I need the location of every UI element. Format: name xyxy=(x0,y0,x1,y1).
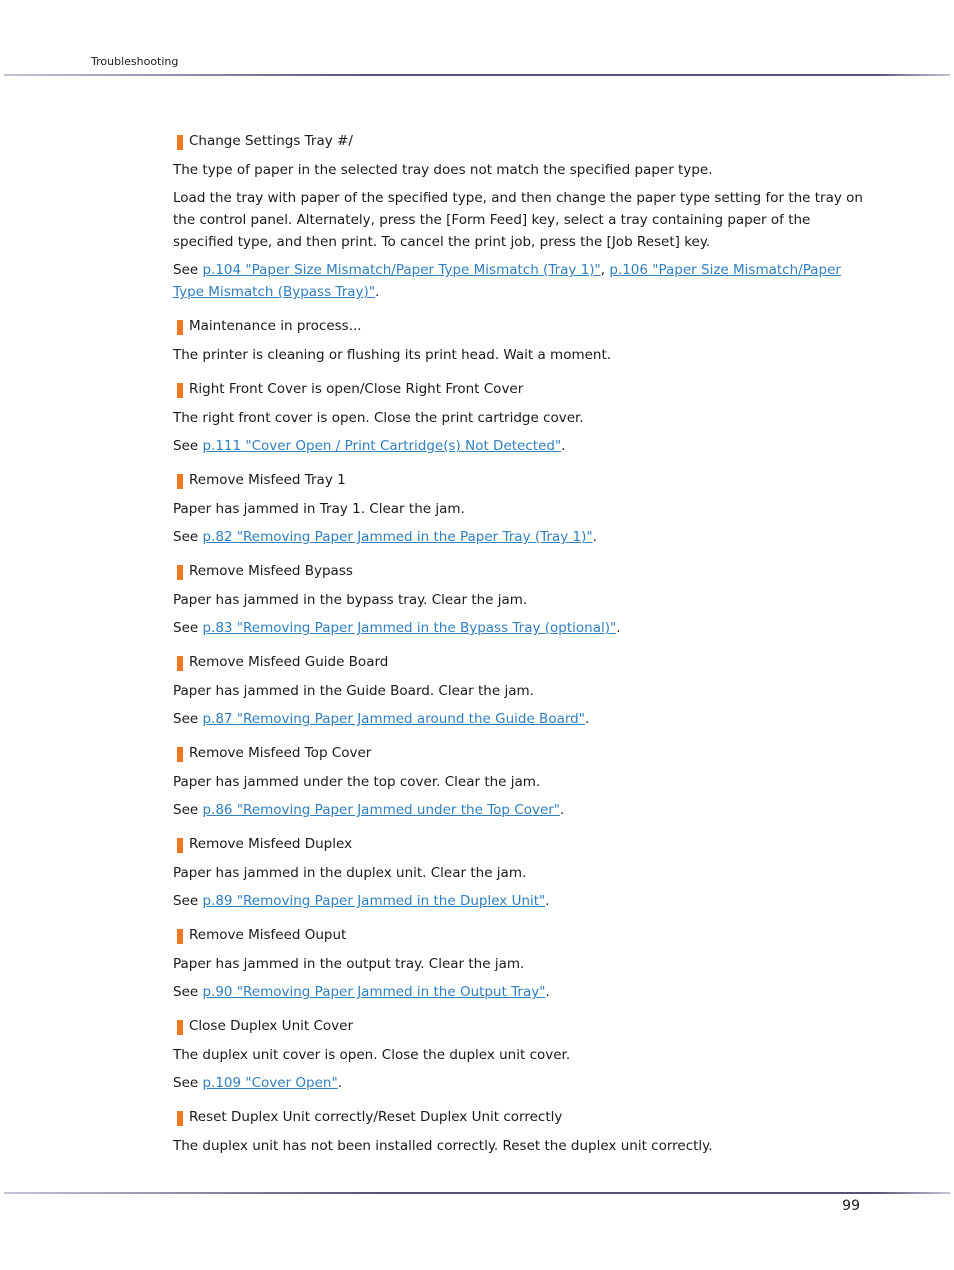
footer-rule xyxy=(4,1192,950,1194)
see-reference: See p.86 "Removing Paper Jammed under the Top Cover". xyxy=(173,802,565,818)
running-header: Troubleshooting xyxy=(91,55,179,68)
bullet-marker-icon xyxy=(177,747,183,762)
reference-link[interactable]: p.87 "Removing Paper Jammed around the Guide Board" xyxy=(202,711,585,727)
message-action: Load the tray with paper of the specified type, and then change the paper type setting for the tray on the control panel. Alternately, press the [Form Feed] key, select a tray containing paper of the specified type, and then print. To cancel the print job, press the [Job Reset] key. xyxy=(173,190,863,250)
message-title: Maintenance in process... xyxy=(189,318,362,334)
header-rule xyxy=(4,74,950,76)
message-title: Remove Misfeed Guide Board xyxy=(189,654,389,670)
bullet-marker-icon xyxy=(177,565,183,580)
message-description: The duplex unit has not been installed correctly. Reset the duplex unit correctly. xyxy=(173,1138,713,1154)
see-reference: See p.87 "Removing Paper Jammed around the Guide Board". xyxy=(173,711,590,727)
message-title: Remove Misfeed Duplex xyxy=(189,836,353,852)
message-title: Remove Misfeed Tray 1 xyxy=(189,472,346,488)
message-item xyxy=(173,835,863,912)
message-item xyxy=(173,471,863,548)
reference-link[interactable]: p.106 "Paper Size Mismatch/Paper Type Mismatch (Bypass Tray)" xyxy=(173,262,841,300)
message-description: Paper has jammed in the bypass tray. Clear the jam. xyxy=(173,592,528,608)
message-item xyxy=(173,1108,863,1157)
message-item xyxy=(173,380,863,457)
reference-link[interactable]: p.90 "Removing Paper Jammed in the Output Tray" xyxy=(202,984,546,1000)
message-description: The right front cover is open. Close the print cartridge cover. xyxy=(173,410,584,426)
message-description: Paper has jammed in the Guide Board. Clear the jam. xyxy=(173,683,534,699)
message-title: Change Settings Tray #/ xyxy=(189,133,353,149)
message-title: Reset Duplex Unit correctly/Reset Duplex Unit correctly xyxy=(189,1109,563,1125)
bullet-marker-icon xyxy=(177,656,183,671)
message-title: Close Duplex Unit Cover xyxy=(189,1018,353,1034)
message-title: Right Front Cover is open/Close Right Front Cover xyxy=(189,381,524,397)
message-description: Paper has jammed under the top cover. Clear the jam. xyxy=(173,774,541,790)
page-number: 99 xyxy=(842,1198,860,1214)
reference-link[interactable]: p.82 "Removing Paper Jammed in the Paper Tray (Tray 1)" xyxy=(202,529,593,545)
bullet-marker-icon xyxy=(177,838,183,853)
bullet-marker-icon xyxy=(177,1111,183,1126)
reference-link[interactable]: p.104 "Paper Size Mismatch/Paper Type Mismatch (Tray 1)" xyxy=(202,262,601,278)
message-item xyxy=(173,653,863,730)
message-list xyxy=(173,132,863,1171)
message-description: Paper has jammed in Tray 1. Clear the jam. xyxy=(173,501,465,517)
message-description: The printer is cleaning or flushing its print head. Wait a moment. xyxy=(173,347,612,363)
reference-link[interactable]: p.111 "Cover Open / Print Cartridge(s) Not Detected" xyxy=(202,438,562,454)
see-reference: See p.82 "Removing Paper Jammed in the Paper Tray (Tray 1)". xyxy=(173,529,597,545)
bullet-marker-icon xyxy=(177,320,183,335)
bullet-marker-icon xyxy=(177,383,183,398)
bullet-marker-icon xyxy=(177,135,183,150)
message-title: Remove Misfeed Top Cover xyxy=(189,745,372,761)
see-reference: See p.104 "Paper Size Mismatch/Paper Type Mismatch (Tray 1)", p.106 "Paper Size Mismatch/Paper Type Mismatch (Bypass Tray)". xyxy=(173,262,841,300)
see-reference: See p.83 "Removing Paper Jammed in the Bypass Tray (optional)". xyxy=(173,620,621,636)
message-item xyxy=(173,744,863,821)
see-reference: See p.109 "Cover Open". xyxy=(173,1075,342,1091)
message-item xyxy=(173,926,863,1003)
message-description: The type of paper in the selected tray does not match the specified paper type. xyxy=(173,162,713,178)
message-title: Remove Misfeed Bypass xyxy=(189,563,353,579)
message-description: Paper has jammed in the duplex unit. Clear the jam. xyxy=(173,865,527,881)
bullet-marker-icon xyxy=(177,929,183,944)
reference-link[interactable]: p.86 "Removing Paper Jammed under the Top Cover" xyxy=(202,802,561,818)
message-title: Remove Misfeed Ouput xyxy=(189,927,347,943)
message-item xyxy=(173,562,863,639)
message-item xyxy=(173,1017,863,1094)
see-reference: See p.89 "Removing Paper Jammed in the Duplex Unit". xyxy=(173,893,550,909)
reference-link[interactable]: p.109 "Cover Open" xyxy=(202,1075,338,1091)
message-description: The duplex unit cover is open. Close the duplex unit cover. xyxy=(173,1047,571,1063)
reference-link[interactable]: p.89 "Removing Paper Jammed in the Duplex Unit" xyxy=(202,893,546,909)
message-description: Paper has jammed in the output tray. Clear the jam. xyxy=(173,956,525,972)
see-reference: See p.111 "Cover Open / Print Cartridge(s) Not Detected". xyxy=(173,438,566,454)
bullet-marker-icon xyxy=(177,474,183,489)
bullet-marker-icon xyxy=(177,1020,183,1035)
message-item xyxy=(173,317,863,366)
message-item xyxy=(173,132,863,303)
see-reference: See p.90 "Removing Paper Jammed in the Output Tray". xyxy=(173,984,550,1000)
reference-link[interactable]: p.83 "Removing Paper Jammed in the Bypass Tray (optional)" xyxy=(202,620,617,636)
